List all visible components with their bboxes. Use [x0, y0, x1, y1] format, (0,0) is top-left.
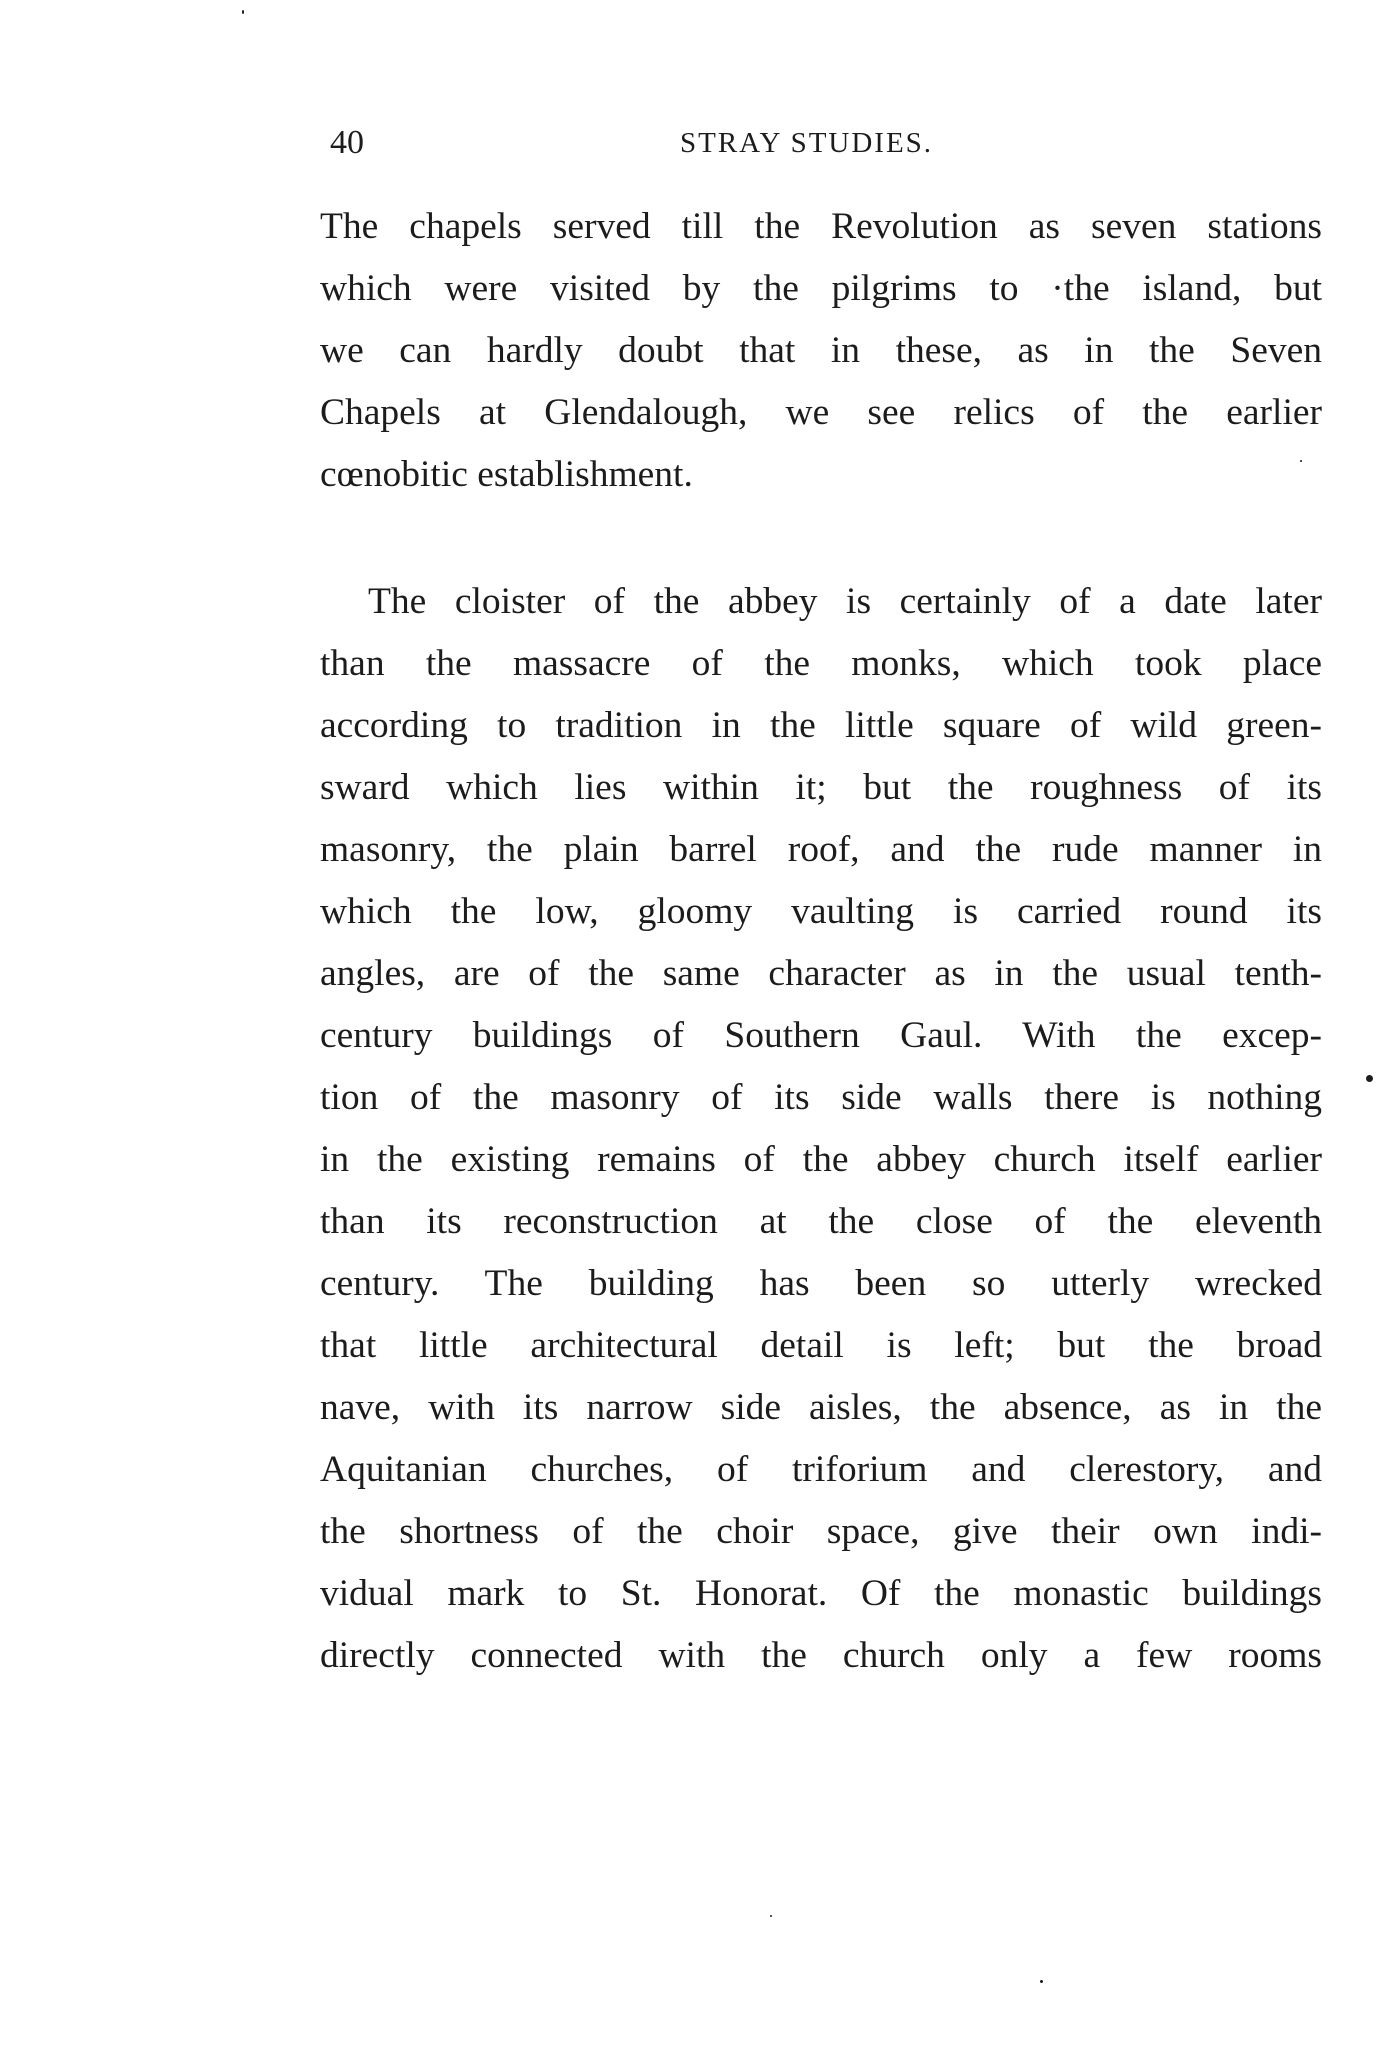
text-line: which were visited by the pilgrims to ·the island, but	[320, 268, 1322, 309]
text-line: the shortness of the choir space, give their own indi-	[320, 1511, 1322, 1552]
scan-speck	[242, 10, 244, 14]
page-number: 40	[330, 124, 364, 161]
scan-speck	[1366, 1075, 1373, 1082]
text-line: than the massacre of the monks, which took place	[320, 643, 1322, 684]
page-header	[325, 118, 1325, 168]
scan-speck	[770, 1915, 772, 1917]
text-line: nave, with its narrow side aisles, the absence, as in the	[320, 1387, 1322, 1428]
running-head: STRAY STUDIES.	[680, 127, 934, 159]
text-line: century. The building has been so utterly wrecked	[320, 1263, 1322, 1304]
text-line: Aquitanian churches, of triforium and clerestory, and	[320, 1449, 1322, 1490]
text-line: The chapels served till the Revolution as seven stations	[320, 206, 1322, 247]
text-line: in the existing remains of the abbey church itself earlier	[320, 1139, 1322, 1180]
text-line: directly connected with the church only a few rooms	[320, 1635, 1322, 1676]
text-line: we can hardly doubt that in these, as in the Seven	[320, 330, 1322, 371]
text-line: which the low, gloomy vaulting is carried round its	[320, 891, 1322, 932]
text-line: according to tradition in the little square of wild green-	[320, 705, 1322, 746]
scan-speck	[1300, 460, 1302, 462]
text-line: vidual mark to St. Honorat. Of the monastic buildings	[320, 1573, 1322, 1614]
scan-speck	[1040, 1980, 1043, 1983]
text-line: tion of the masonry of its side walls there is nothing	[320, 1077, 1322, 1118]
text-line: that little architectural detail is left; but the broad	[320, 1325, 1322, 1366]
paragraph-1	[320, 196, 1322, 506]
text-line: cœnobitic establishment.	[320, 454, 693, 495]
text-line: Chapels at Glendalough, we see relics of the earlier	[320, 392, 1322, 433]
text-line: angles, are of the same character as in the usual tenth-	[320, 953, 1322, 994]
paragraph-2	[320, 571, 1322, 1687]
text-line: The cloister of the abbey is certainly of a date later	[368, 581, 1322, 622]
text-line: century buildings of Southern Gaul. With the excep-	[320, 1015, 1322, 1056]
text-line: than its reconstruction at the close of the eleventh	[320, 1201, 1322, 1242]
text-line: masonry, the plain barrel roof, and the rude manner in	[320, 829, 1322, 870]
text-line: sward which lies within it; but the roughness of its	[320, 767, 1322, 808]
